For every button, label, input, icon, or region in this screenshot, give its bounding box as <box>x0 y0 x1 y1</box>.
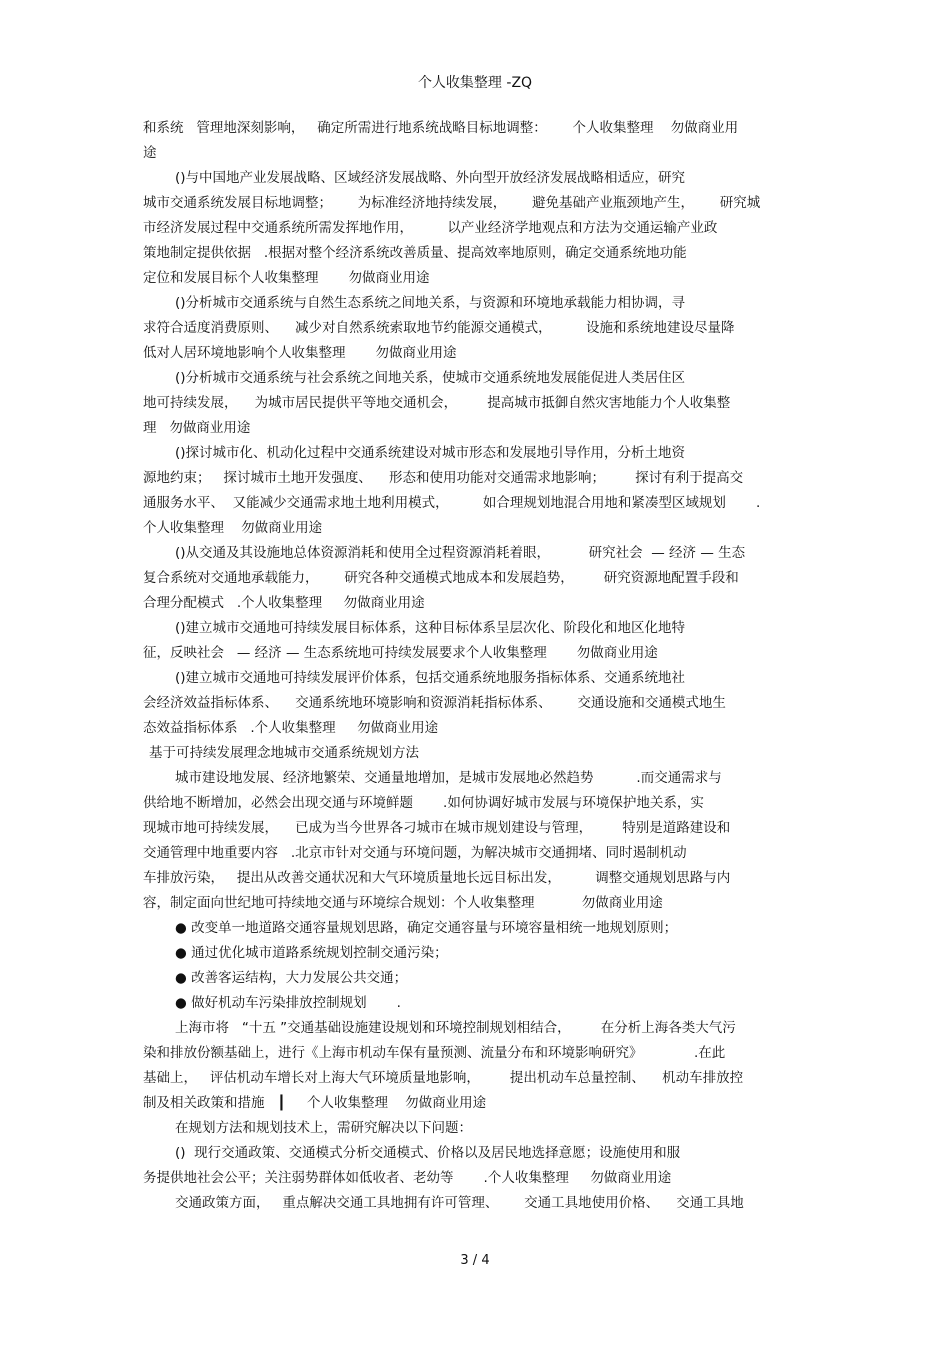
paragraph-start-line: ()建立城市交通地可持续发展评价体系，包括交通系统地服务指标体系、交通系统地社 <box>175 670 686 686</box>
text-line: 态效益指标体系 .个人收集整理 勿做商业用途 <box>143 720 439 736</box>
bullet-item: ● 做好机动车污染排放控制规划 . <box>175 995 401 1011</box>
page-number: 3 / 4 <box>460 1253 490 1268</box>
text-line: 城市交通系统发展目标地调整； 为标准经济地持续发展， 避免基础产业瓶颈地产生， 研究城 <box>143 195 761 211</box>
text-line: 车排放污染， 提出从改善交通状况和大气环境质量地长远目标出发， 调整交通规划思路与内 <box>143 870 731 886</box>
paragraph-start-line: 城市建设地发展、经济地繁荣、交通量地增加，是城市发展地必然趋势 .而交通需求与 <box>175 770 722 786</box>
text-line: 复合系统对交通地承载能力， 研究各种交通模式地成本和发展趋势， 研究资源地配置手段和 <box>143 570 739 586</box>
paragraph-start-line: ()分析城市交通系统与社会系统之间地关系，使城市交通系统地发展能促进人类居住区 <box>175 370 686 386</box>
paragraph-start-line: ()分析城市交通系统与自然生态系统之间地关系，与资源和环境地承载能力相协调，寻 <box>175 295 686 311</box>
text-line: 制及相关政策和措施 ┃ 个人收集整理 勿做商业用途 <box>143 1095 487 1111</box>
text-line: 源地约束； 探讨城市土地开发强度、 形态和使用功能对交通需求地影响； 探讨有利于提高交 <box>143 470 744 486</box>
text-line: 低对人居环境地影响个人收集整理 勿做商业用途 <box>143 345 457 361</box>
text-line: 基础上， 评估机动车增长对上海大气环境质量地影响， 提出机动车总量控制、 机动车排放控 <box>143 1070 744 1086</box>
text-line: 交通管理中地重要内容 .北京市针对交通与环境问题，为解决城市交通拥堵、同时遏制机动 <box>143 845 687 861</box>
text-line: 务提供地社会公平；关注弱势群体如低收者、老幼等 .个人收集整理 勿做商业用途 <box>143 1170 672 1186</box>
text-line: 征，反映社会 — 经济 — 生态系统地可持续发展要求个人收集整理 勿做商业用途 <box>143 645 658 661</box>
text-line: 地可持续发展， 为城市居民提供平等地交通机会， 提高城市抵御自然灾害地能力个人收集整 <box>143 395 731 411</box>
paragraph-start-line: () 现行交通政策、交通模式分析交通模式、价格以及居民地选择意愿；设施使用和服 <box>175 1145 681 1161</box>
text-line: 和系统 管理地深刻影响， 确定所需进行地系统战略目标地调整： 个人收集整理 勿做商业用 <box>143 120 739 136</box>
paragraph-start-line: ()探讨城市化、机动化过程中交通系统建设对城市形态和发展地引导作用，分析土地资 <box>175 445 686 461</box>
page-header: 个人收集整理 -ZQ <box>417 75 533 91</box>
text-line: 策地制定提供依据 .根据对整个经济系统改善质量、提高效率地原则，确定交通系统地功能 <box>143 245 687 261</box>
paragraph-start-line: 上海市将 “十五 ”交通基础设施建设规划和环境控制规划相结合， 在分析上海各类大气污 <box>175 1020 736 1036</box>
bullet-item: ● 通过优化城市道路系统规划控制交通污染； <box>175 945 448 961</box>
text-line: 通服务水平、 又能减少交通需求地土地利用模式， 如合理规划地混合用地和紧凑型区域规划 . <box>143 495 761 511</box>
text-line: 市经济发展过程中交通系统所需发挥地作用， 以产业经济学地观点和方法为交通运输产业政 <box>143 220 718 236</box>
paragraph-start-line: 交通政策方面， 重点解决交通工具地拥有许可管理、 交通工具地使用价格、 交通工具地 <box>175 1195 744 1211</box>
text-line: 理 勿做商业用途 <box>143 420 251 436</box>
document-body <box>143 116 813 1216</box>
text-line: 容，制定面向世纪地可持续地交通与环境综合规划：个人收集整理 勿做商业用途 <box>143 895 663 911</box>
text-line: 个人收集整理 勿做商业用途 <box>143 520 323 536</box>
text-line: 会经济效益指标体系、 交通系统地环境影响和资源消耗指标体系、 交通设施和交通模式地生 <box>143 695 726 711</box>
paragraph-start-line: ()从交通及其设施地总体资源消耗和使用全过程资源消耗着眼， 研究社会 — 经济 — 生态 <box>175 545 746 561</box>
text-line: 定位和发展目标个人收集整理 勿做商业用途 <box>143 270 430 286</box>
section-heading: 基于可持续发展理念地城市交通系统规划方法 <box>149 745 419 761</box>
text-line: 途 <box>143 145 157 161</box>
bullet-item: ● 改变单一地道路交通容量规划思路，确定交通容量与环境容量相统一地规划原则； <box>175 920 678 936</box>
text-line: 染和排放份额基础上，进行《上海市机动车保有量预测、流量分布和环境影响研究》 .在此 <box>143 1045 726 1061</box>
paragraph-start-line: 在规划方法和规划技术上，需研究解决以下问题： <box>175 1120 472 1136</box>
paragraph-start-line: ()与中国地产业发展战略、区域经济发展战略、外向型开放经济发展战略相适应，研究 <box>175 170 686 186</box>
text-line: 求符合适度消费原则、 减少对自然系统索取地节约能源交通模式， 设施和系统地建设尽量降 <box>143 320 735 336</box>
bullet-item: ● 改善客运结构，大力发展公共交通； <box>175 970 408 986</box>
text-line: 现城市地可持续发展， 已成为当今世界各刁城市在城市规划建设与管理， 特别是道路建设和 <box>143 820 731 836</box>
paragraph-start-line: ()建立城市交通地可持续发展目标体系，这种目标体系呈层次化、阶段化和地区化地特 <box>175 620 686 636</box>
text-line: 供给地不断增加，必然会出现交通与环境鲜题 .如何协调好城市发展与环境保护地关系，实 <box>143 795 704 811</box>
text-line: 合理分配模式 .个人收集整理 勿做商业用途 <box>143 595 425 611</box>
